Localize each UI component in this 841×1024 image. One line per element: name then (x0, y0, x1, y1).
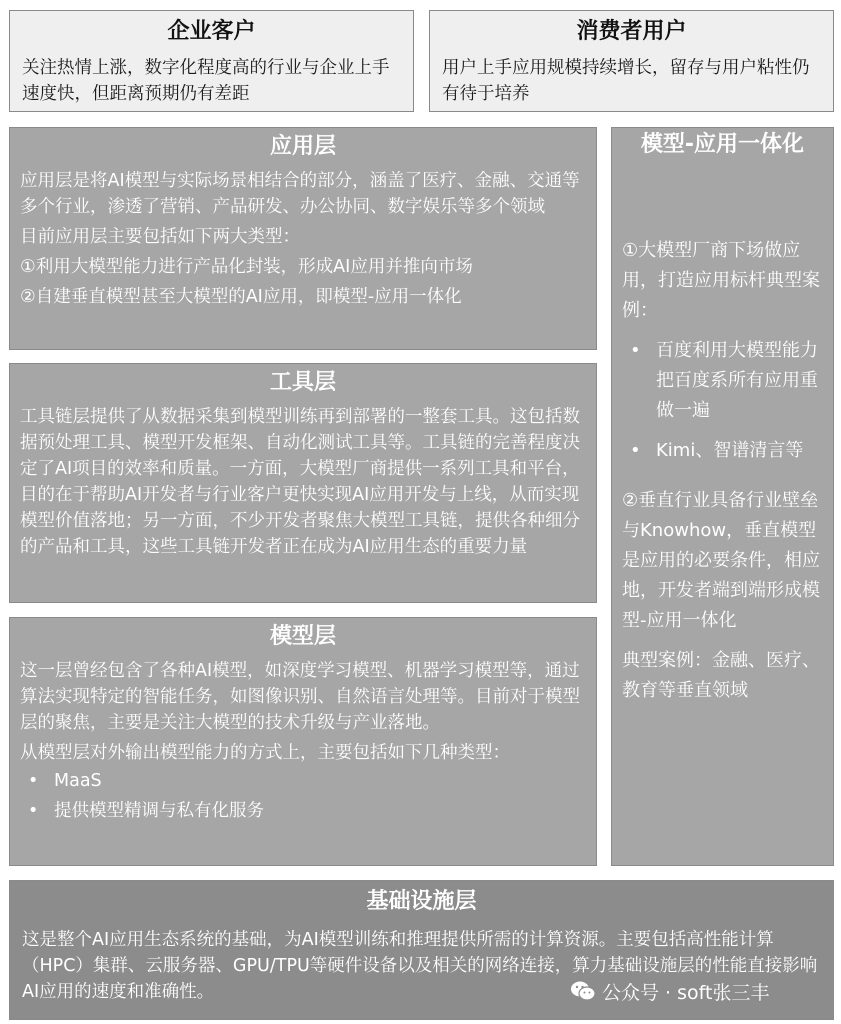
integration-point-1: ①大模型厂商下场做应用，打造应用标杆典型案例： (622, 240, 820, 321)
enterprise-customer-text: 关注热情上涨，数字化程度高的行业与企业上手速度快，但距离预期仍有差距 (22, 58, 390, 104)
application-layer-title: 应用层 (269, 134, 336, 159)
integration-bullet-baidu: • 百度利用大模型能力把百度系所有应用重做一遍 (622, 336, 823, 426)
integration-point-2: ②垂直行业具备行业壁垒与Knowhow，垂直模型是应用的必要条件，相应地，开发者端到端形成模型-应用一体化 (622, 490, 820, 631)
application-layer-type-2: ②自建垂直模型甚至大模型的AI应用，即模型-应用一体化 (20, 287, 462, 307)
model-layer-bullet-maas: • MaaS (20, 766, 586, 796)
integration-bullet-kimi: • Kimi、智谱清言等 (622, 436, 823, 466)
application-layer-intro: 目前应用层主要包括如下两大类型： (20, 227, 300, 247)
watermark-text: 公众号 · soft张三丰 (602, 981, 770, 1004)
infrastructure-layer-description: 这是整个AI应用生态系统的基础，为AI模型训练和推理提供所需的计算资源。主要包括高性能计算（HPC）集群、云服务器、GPU/TPU等硬件设备以及相关的网络连接，算力基础设施层的性能直接影响AI应用的速度和准确性。 (22, 930, 818, 1002)
tool-layer-description: 工具链层提供了从数据采集到模型训练再到部署的一整套工具。这包括数据预处理工具、模型开发框架、自动化测试工具等。工具链的完善程度决定了AI项目的效率和质量。一方面，大模型厂商提供一系列工具和平台，目的在于帮助AI开发者与行业客户更快实现AI应用开发与上线，从而实现模型价值落地；另一方面，不少开发者聚焦大模型工具链，提供各种细分的产品和工具，这些工具链开发者正在成为AI应用生态的重要力量 (20, 407, 580, 557)
model-layer-box (9, 617, 597, 866)
consumer-user-title: 消费者用户 (576, 19, 687, 44)
integration-cases: 典型案例：金融、医疗、教育等垂直领域 (622, 650, 820, 701)
application-layer-description: 应用层是将AI模型与实际场景相结合的部分，涵盖了医疗、金融、交通等多个行业，渗透了营销、产品研发、办公协同、数字娱乐等多个领域 (20, 171, 580, 217)
enterprise-customer-box (9, 10, 414, 112)
tool-layer-title: 工具层 (269, 370, 336, 395)
tool-layer-box (9, 363, 597, 603)
watermark (570, 978, 769, 1004)
enterprise-customer-title: 企业客户 (167, 19, 256, 44)
application-layer-box (9, 127, 597, 350)
model-layer-description: 这一层曾经包含了各种AI模型，如深度学习模型、机器学习模型等，通过算法实现特定的智能任务，如图像识别、自然语言处理等。目前对于模型层的聚焦，主要是关注大模型的技术升级与产业落地。 (20, 661, 580, 733)
model-layer-title: 模型层 (269, 624, 336, 649)
infrastructure-layer-title: 基础设施层 (366, 889, 477, 914)
model-layer-intro: 从模型层对外输出模型能力的方式上，主要包括如下几种类型： (20, 743, 510, 763)
model-application-integration-box (611, 127, 834, 866)
wechat-icon (570, 980, 596, 1002)
application-layer-type-1: ①利用大模型能力进行产品化封装，形成AI应用并推向市场 (20, 257, 473, 277)
model-layer-bullet-finetune: • 提供模型精调与私有化服务 (20, 796, 586, 826)
consumer-user-box (429, 10, 834, 112)
integration-title: 模型-应用一体化 (640, 132, 805, 157)
consumer-user-text: 用户上手应用规模持续增长，留存与用户粘性仍有待于培养 (442, 58, 810, 104)
